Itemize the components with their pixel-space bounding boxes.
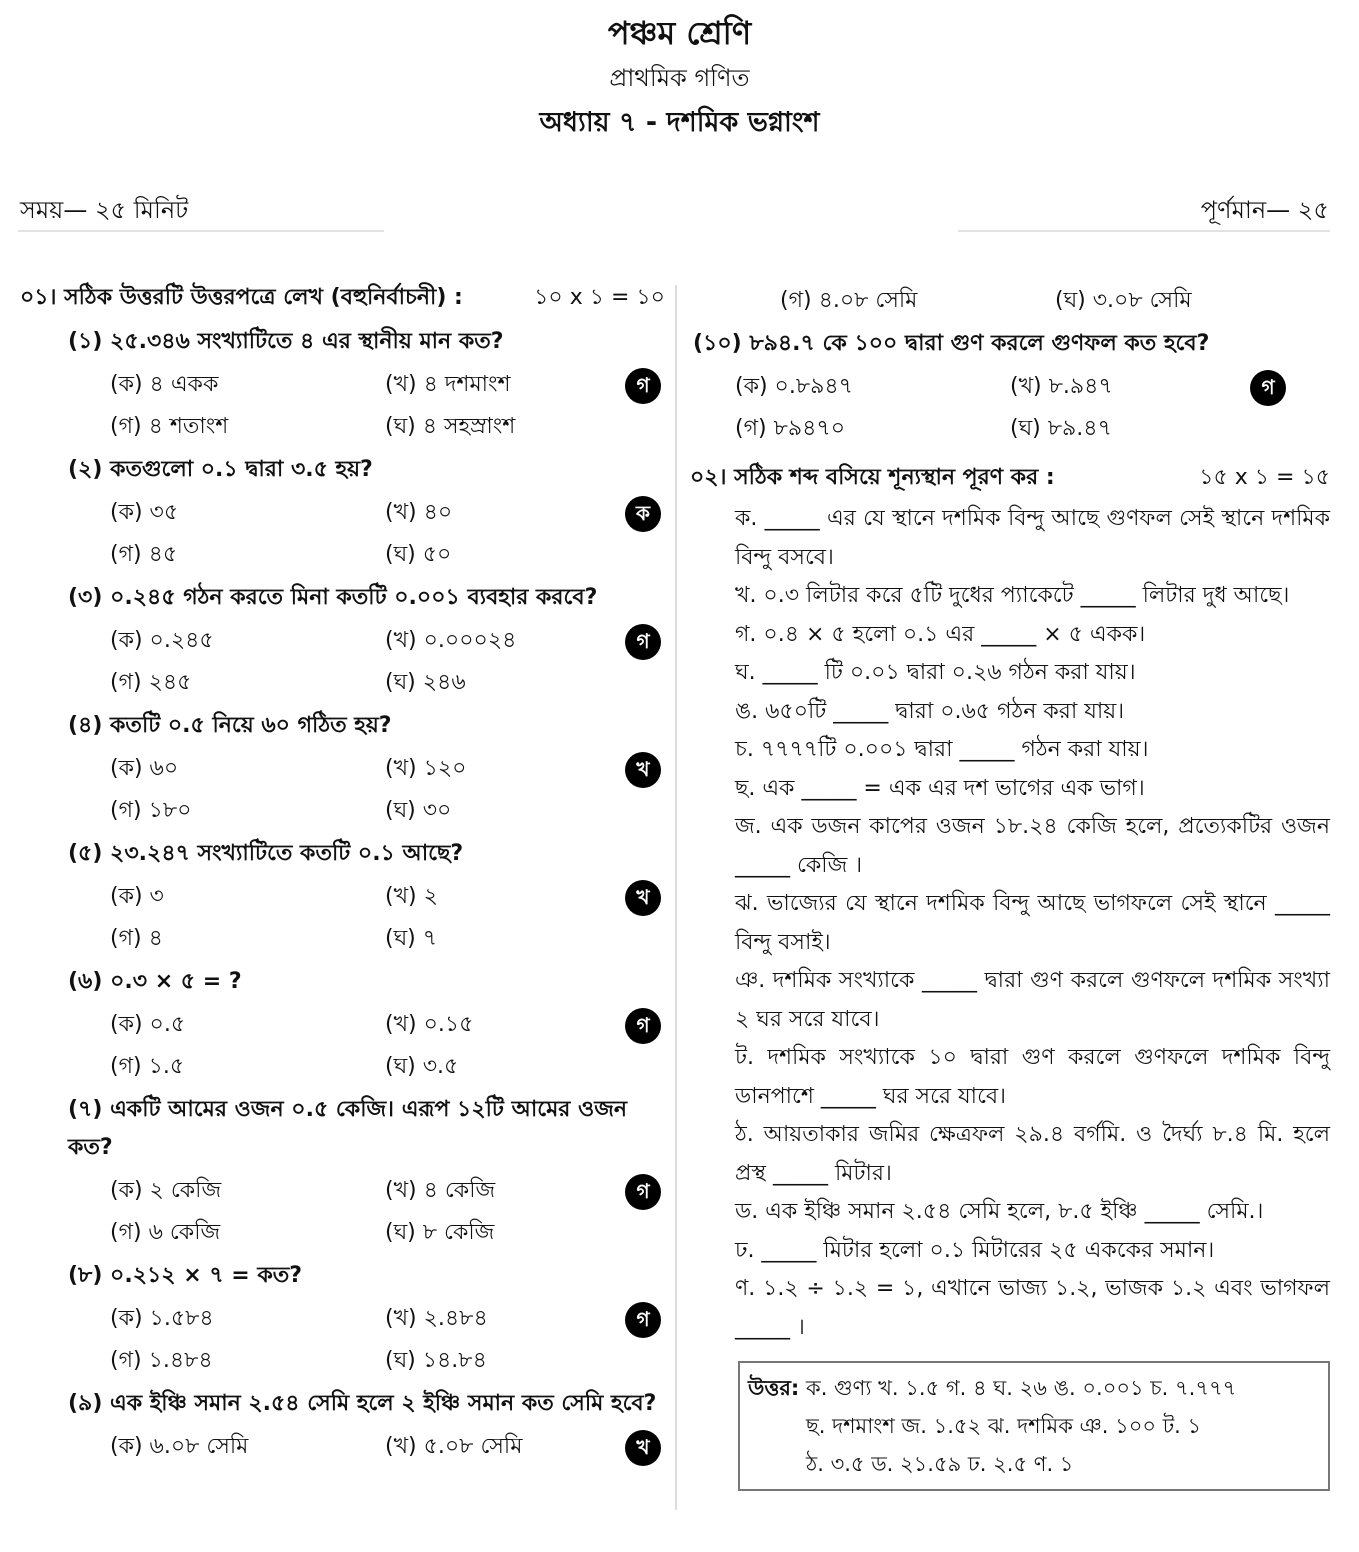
- section1-heading: [20, 276, 665, 320]
- option: (ঘ) ৩.০৮ সেমি: [1055, 288, 1192, 313]
- option-row: [110, 620, 665, 662]
- mcq-question: [645, 322, 1330, 450]
- option-row: [110, 406, 665, 448]
- option-row: [110, 1298, 665, 1340]
- section1-marks: ১০ x ১ = ১০: [534, 285, 665, 310]
- fill-in-item: ট. দশমিক সংখ্যাকে ১০ দ্বারা গুণ করলে গুণফলে দশমিক বিন্দু ডানপাশে _____ ঘর সরে যাবে।: [735, 1045, 1330, 1109]
- mcq-question: [20, 960, 665, 1088]
- answer-badge: গ: [625, 368, 661, 404]
- answer-badge: ক: [625, 496, 661, 532]
- section2-title: ০২। সঠিক শব্দ বসিয়ে শূন্যস্থান পূরণ কর :: [690, 465, 1055, 490]
- option: (খ) ০.১৫: [385, 1012, 474, 1037]
- column-divider: [675, 285, 677, 1510]
- page-title: পঞ্চম শ্রেণি: [607, 14, 752, 52]
- option-row: [735, 366, 1330, 408]
- options: [110, 492, 665, 576]
- fill-in-item: ঙ. ৬৫০টি _____ দ্বারা ০.৬৫ গঠন করা যায়।: [735, 698, 1125, 724]
- question-text: (১০) ৮৯৪.৭ কে ১০০ দ্বারা গুণ করলে গুণফল কত হবে?: [693, 331, 1210, 356]
- option-row: [110, 534, 665, 576]
- option: (ক) ০.২৪৫: [110, 628, 214, 653]
- option: (গ) ১.৫: [110, 1054, 185, 1079]
- options: [110, 748, 665, 832]
- option-row: [110, 662, 665, 704]
- question-text: (৮) ০.২১২ × ৭ = কত?: [68, 1263, 303, 1288]
- options: [735, 366, 1330, 450]
- question-text: (৪) কতটি ০.৫ নিয়ে ৬০ গঠিত হয়?: [68, 713, 392, 738]
- answer-line: ক. গুণ্য খ. ১.৫ গ. ৪ ঘ. ২৬ ঙ. ০.০০১ চ. ৭.৭৭৭: [806, 1376, 1237, 1400]
- option: (গ) ৪ শতাংশ: [110, 414, 229, 439]
- answer-badge: খ: [625, 752, 661, 788]
- fill-in-item: ঢ. _____ মিটার হলো ০.১ মিটারের ২৫ এককের সমান।: [735, 1237, 1215, 1263]
- option-row: [110, 492, 665, 534]
- divider: [958, 230, 1330, 232]
- options: [110, 364, 665, 448]
- fill-in-item: ণ. ১.২ ÷ ১.২ = ১, এখানে ভাজ্য ১.২, ভাজক ১.২ এবং ভাগফল _____ ।: [735, 1276, 1330, 1340]
- option-row: [110, 748, 665, 790]
- option: (ক) ৩: [110, 884, 164, 909]
- option-row: [110, 1426, 665, 1468]
- mcq-question: [20, 832, 665, 960]
- option: (খ) ৪ দশমাংশ: [385, 372, 511, 397]
- section1-title: ০১। সঠিক উত্তরটি উত্তরপত্রে লেখ (বহুনির্বাচনী) :: [20, 285, 463, 310]
- question-text: (২) কতগুলো ০.১ দ্বারা ৩.৫ হয়?: [68, 457, 373, 482]
- question-text: (৫) ২৩.২৪৭ সংখ্যাটিতে কতটি ০.১ আছে?: [68, 841, 464, 866]
- question-text: (৭) একটি আমের ওজন ০.৫ কেজি। এরূপ ১২টি আমের ওজন কত?: [68, 1097, 628, 1160]
- answer-label: উত্তর:: [748, 1376, 800, 1400]
- answer-badge: গ: [625, 1008, 661, 1044]
- option-row: [110, 1046, 665, 1088]
- fill-in-item: ক. _____ এর যে স্থানে দশমিক বিন্দু আছে গুণফল সেই স্থানে দশমিক বিন্দু বসবে।: [735, 506, 1330, 570]
- mcq-question: [20, 1254, 665, 1382]
- option-row: [110, 918, 665, 960]
- fill-in-item: ঞ. দশমিক সংখ্যাকে _____ দ্বারা গুণ করলে গুণফলে দশমিক সংখ্যা ২ ঘর সরে যাবে।: [735, 968, 1330, 1032]
- option: (ঘ) ৮৯.৪৭: [1010, 416, 1112, 441]
- option: (গ) ২৪৫: [110, 670, 192, 695]
- answer-badge: খ: [625, 880, 661, 916]
- fill-in-item: ঘ. _____ টি ০.০১ দ্বারা ০.২৬ গঠন করা যায়।: [735, 660, 1136, 685]
- left-column: [20, 276, 665, 1468]
- answer-badge: গ: [625, 1174, 661, 1210]
- option: (গ) ৪৫: [110, 542, 178, 567]
- answer-badge: গ: [1250, 370, 1286, 406]
- option-row: [110, 876, 665, 918]
- mcq-question: [20, 1382, 665, 1468]
- option-row: [110, 1340, 665, 1382]
- option: (ক) ২ কেজি: [110, 1178, 222, 1203]
- mcq-question: [20, 320, 665, 448]
- options: [110, 1004, 665, 1088]
- option: (ঘ) ৮ কেজি: [385, 1220, 495, 1245]
- option: (ঘ) ৭: [385, 926, 438, 951]
- option: (ঘ) ৩০: [385, 798, 452, 823]
- options: [110, 1426, 665, 1468]
- options: [110, 1170, 665, 1254]
- option: (খ) ০.০০০২৪: [385, 628, 517, 653]
- subject-title: প্রাথমিক গণিত: [609, 64, 750, 92]
- section2-heading: [690, 456, 1330, 500]
- option: (খ) ৪০: [385, 500, 453, 525]
- question-text: (৬) ০.৩ × ৫ = ?: [68, 969, 242, 994]
- question-text: (১) ২৫.৩৪৬ সংখ্যাটিতে ৪ এর স্থানীয় মান কত?: [68, 329, 504, 354]
- fill-in-item: ড. এক ইঞ্চি সমান ২.৫৪ সেমি হলে, ৮.৫ ইঞ্চি _____ সেমি.।: [735, 1199, 1264, 1224]
- option: (গ) ১.৪৮৪: [110, 1348, 213, 1373]
- answer-line: ঠ. ৩.৫ ড. ২১.৫৯ ঢ. ২.৫ ণ. ১: [806, 1452, 1074, 1476]
- options: [110, 876, 665, 960]
- mcq-question: [20, 704, 665, 832]
- options: [780, 280, 1330, 322]
- option: (গ) ৪.০৮ সেমি: [780, 288, 918, 313]
- section2-marks: ১৫ x ১ = ১৫: [1199, 465, 1330, 490]
- answer-line: ছ. দশমাংশ জ. ১.৫২ ঝ. দশমিক ঞ. ১০০ ট. ১: [806, 1414, 1202, 1438]
- answer-badge: গ: [625, 624, 661, 660]
- options: [110, 1298, 665, 1382]
- option: (গ) ৪: [110, 926, 163, 951]
- option-row: [110, 1170, 665, 1212]
- fill-in-item: খ. ০.৩ লিটার করে ৫টি দুধের প্যাকেটে _____ লিটার দুধ আছে।: [735, 583, 1290, 608]
- option-row: [735, 408, 1330, 450]
- time-label: সময়— ২৫ মিনিট: [20, 196, 189, 224]
- option: (গ) ৬ কেজি: [110, 1220, 221, 1245]
- fill-in-item: ঠ. আয়তাকার জমির ক্ষেত্রফল ২৯.৪ বর্গমি. ও দৈর্ঘ্য ৮.৪ মি. হলে প্রস্থ _____ মিটার।: [735, 1122, 1330, 1186]
- fill-in-item: গ. ০.৪ × ৫ হলো ০.১ এর _____ × ৫ একক।: [735, 621, 1146, 647]
- option: (ঘ) ৩.৫: [385, 1054, 459, 1079]
- answer-box: [738, 1361, 1330, 1491]
- answer-badge: খ: [625, 1430, 661, 1466]
- fill-in-item: জ. এক ডজন কাপের ওজন ১৮.২৪ কেজি হলে, প্রত্যেকটির ওজন _____ কেজি ।: [735, 814, 1330, 878]
- mcq-question: [690, 280, 1330, 322]
- option: (ঘ) ২৪৬: [385, 670, 466, 695]
- option-row: [110, 1212, 665, 1254]
- option-row: [110, 364, 665, 406]
- option-row: [110, 1004, 665, 1046]
- question-text: (৯) এক ইঞ্চি সমান ২.৫৪ সেমি হলে ২ ইঞ্চি সমান কত সেমি হবে?: [68, 1391, 657, 1416]
- option: (ক) ০.৮৯৪৭: [735, 374, 853, 399]
- option-row: [110, 790, 665, 832]
- option: (গ) ১৮০: [110, 798, 192, 823]
- options: [110, 620, 665, 704]
- fill-in-item: চ. ৭৭৭৭টি ০.০০১ দ্বারা _____ গঠন করা যায়।: [735, 737, 1149, 762]
- option: (ক) ০.৫: [110, 1012, 186, 1037]
- mcq-question: [20, 448, 665, 576]
- fill-in-item: ঝ. ভাজ্যের যে স্থানে দশমিক বিন্দু আছে ভাগফলে সেই স্থানে _____ বিন্দু বসাই।: [735, 891, 1330, 955]
- option: (ঘ) ৫০: [385, 542, 452, 567]
- mcq-question: [20, 1088, 665, 1254]
- option: (ঘ) ১৪.৮৪: [385, 1348, 487, 1373]
- option: (ক) ৪ একক: [110, 372, 219, 397]
- option: (খ) ২: [385, 884, 438, 909]
- option: (গ) ৮৯৪৭০: [735, 416, 846, 441]
- chapter-title: অধ্যায় ৭ - দশমিক ভগ্নাংশ: [539, 107, 820, 138]
- option: (ক) ১.৫৮৪: [110, 1306, 214, 1331]
- right-column: [690, 280, 1330, 1491]
- option: (খ) ২.৪৮৪: [385, 1306, 488, 1331]
- question-text: (৩) ০.২৪৫ গঠন করতে মিনা কতটি ০.০০১ ব্যবহার করবে?: [68, 585, 598, 610]
- mcq-question: [20, 576, 665, 704]
- option: (ঘ) ৪ সহস্রাংশ: [385, 414, 516, 439]
- option: (ক) ৬.০৮ সেমি: [110, 1434, 249, 1459]
- answer-badge: গ: [625, 1302, 661, 1338]
- divider: [18, 230, 384, 232]
- option: (খ) ১২০: [385, 756, 467, 781]
- option-row: [780, 280, 1330, 322]
- option: (খ) ৪ কেজি: [385, 1178, 496, 1203]
- option: (খ) ৮.৯৪৭: [1010, 374, 1113, 399]
- fill-in-item: ছ. এক _____ = এক এর দশ ভাগের এক ভাগ।: [735, 775, 1145, 801]
- option: (ক) ৩৫: [110, 500, 179, 525]
- option: (খ) ৫.০৮ সেমি: [385, 1434, 523, 1459]
- full-marks-label: পূর্ণমান— ২৫: [1200, 196, 1329, 224]
- option: (ক) ৬০: [110, 756, 179, 781]
